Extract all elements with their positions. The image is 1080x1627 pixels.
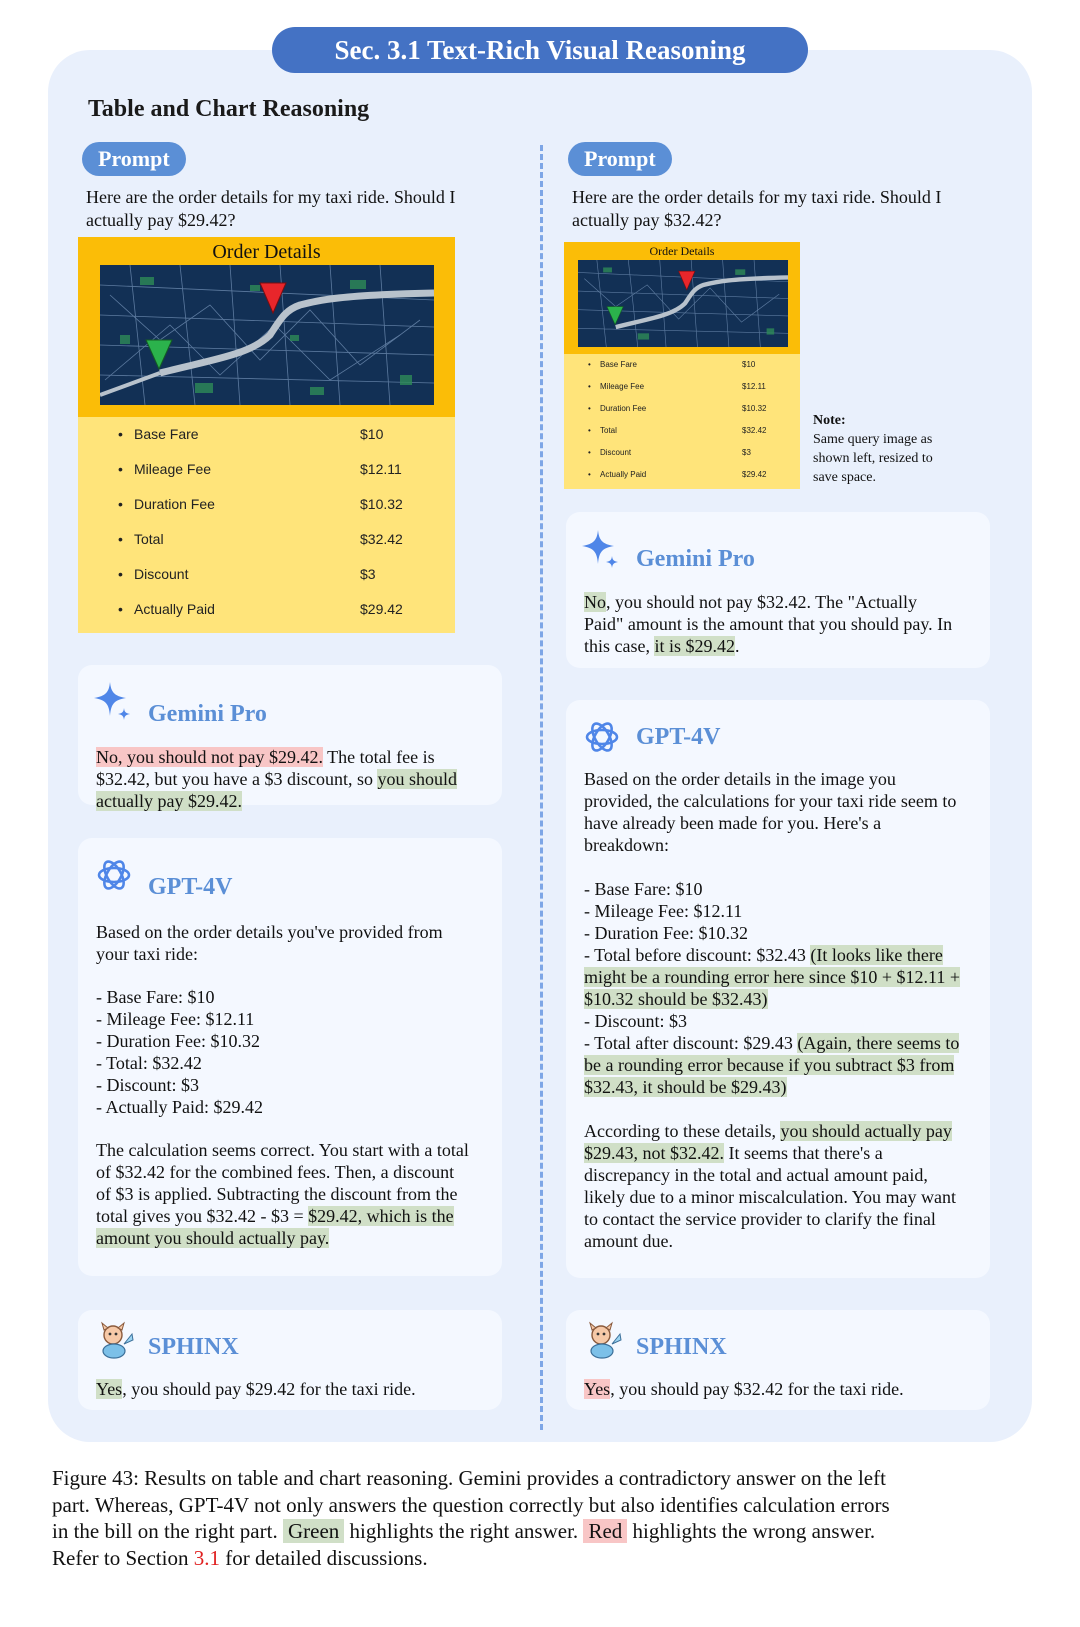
red-legend: Red bbox=[583, 1519, 627, 1543]
right-prompt-text: Here are the order details for my taxi ride. Should I actually pay $32.42? bbox=[572, 187, 942, 230]
column-divider bbox=[540, 145, 543, 1430]
green-legend: Green bbox=[283, 1519, 344, 1543]
fare-table: • Base Fare $10 • Mileage Fee $12.11 • Duration Fee $10.32 • Total $32.42 • Discount $3 • Actually Paid $29.42 bbox=[564, 354, 800, 489]
right-prompt-label: Prompt bbox=[568, 142, 672, 176]
right-gemini-answer: No, you should not pay $32.42. The "Actually Paid" amount is the amount that you should pay. In this case, it is $29.42. bbox=[584, 592, 953, 656]
right-order-details-image bbox=[564, 242, 800, 489]
order-title: Order Details bbox=[649, 244, 715, 258]
left-gemini-answer: No, you should not pay $29.42. The total fee is $32.42, but you have a $3 discount, so you should actually pay $29.42. bbox=[96, 747, 457, 811]
sphinx-mascot-icon bbox=[96, 1320, 136, 1365]
left-sphinx-answer: Yes, you should pay $29.42 for the taxi ride. bbox=[96, 1379, 416, 1399]
gemini-pro-title: Gemini Pro bbox=[148, 701, 267, 727]
left-prompt-label: Prompt bbox=[82, 142, 186, 176]
left-order-details-image bbox=[78, 237, 455, 633]
figure-caption: Figure 43: Results on table and chart reasoning. Gemini provides a contradictory answer on the left part. Whereas, GPT-4V not only answers the question correctly but also identifies calculation errors in the bill on the right part. Green highlights the right answer. Red highlights the wrong answer. Refer to Section 3.1 for detailed discussions. bbox=[52, 1466, 890, 1570]
openai-logo-icon bbox=[583, 718, 621, 761]
gemini-sparkle-icon bbox=[580, 528, 622, 575]
left-gpt4v-answer: Based on the order details you've provided from your taxi ride: - Base Fare: $10 - Mileage Fee: $12.11 - Duration Fee: $10.32 - Total: $32.42 - Discount: $3 - Actually Paid: $29.42 The calculation seems correct. You start with a total of $32.42 for the combined fees. Then, a discount of $3 is applied. Subtracting the discount from the total gives you $32.42 - $3 = $29.42, which is the amount you should actually pay. bbox=[96, 922, 469, 1248]
route-map bbox=[100, 265, 434, 405]
gpt4v-title: GPT-4V bbox=[148, 874, 233, 900]
openai-logo-icon bbox=[95, 856, 133, 899]
route-map-graphic bbox=[578, 260, 788, 347]
gemini-pro-title: Gemini Pro bbox=[636, 546, 755, 572]
section-ref-link[interactable]: 3.1 bbox=[193, 1545, 220, 1570]
fare-table: • Base Fare $10 • Mileage Fee $12.11 • Duration Fee $10.32 • Total $32.42 • Discount $3 • Actually Paid $29.42 bbox=[78, 417, 455, 633]
order-title: Order Details bbox=[212, 241, 321, 263]
figure-heading: Table and Chart Reasoning bbox=[88, 96, 370, 122]
route-map-graphic bbox=[100, 265, 434, 405]
gpt4v-title: GPT-4V bbox=[636, 724, 721, 750]
sphinx-mascot-icon bbox=[584, 1320, 624, 1365]
sphinx-title: SPHINX bbox=[636, 1334, 727, 1360]
section-title: Sec. 3.1 Text-Rich Visual Reasoning bbox=[272, 27, 808, 73]
sphinx-title: SPHINX bbox=[148, 1334, 239, 1360]
gemini-sparkle-icon bbox=[92, 680, 134, 727]
right-sphinx-answer: Yes, you should pay $32.42 for the taxi ride. bbox=[584, 1379, 904, 1399]
right-gpt4v-answer: Based on the order details in the image you provided, the calculations for your taxi ride seem to have already been made for you. Here's a breakdown: - Base Fare: $10 - Mileage Fee: $12.11 - Duration Fee: $10.32 - Total before discount: $32.43 (It looks like there might be a rounding error here since $10 + $12.11 + $10.32 should be $32.43) - Discount: $3 - Total after discount: $29.43 (Again, there seems to be a rounding error because if you subtract $3 from $32.43, it should be $29.43) According to these details, you should actually pay $29.43, not $32.42. It seems that there's a discrepancy in the total and actual amount paid, likely due to a minor miscalculation. You may want to contact the service provider to clarify the final amount due. bbox=[584, 769, 961, 1251]
left-prompt-text: Here are the order details for my taxi ride. Should I actually pay $29.42? bbox=[86, 187, 456, 230]
resize-note: Note: Same query image as shown left, resized to save space. bbox=[813, 413, 933, 485]
route-map bbox=[578, 260, 788, 347]
